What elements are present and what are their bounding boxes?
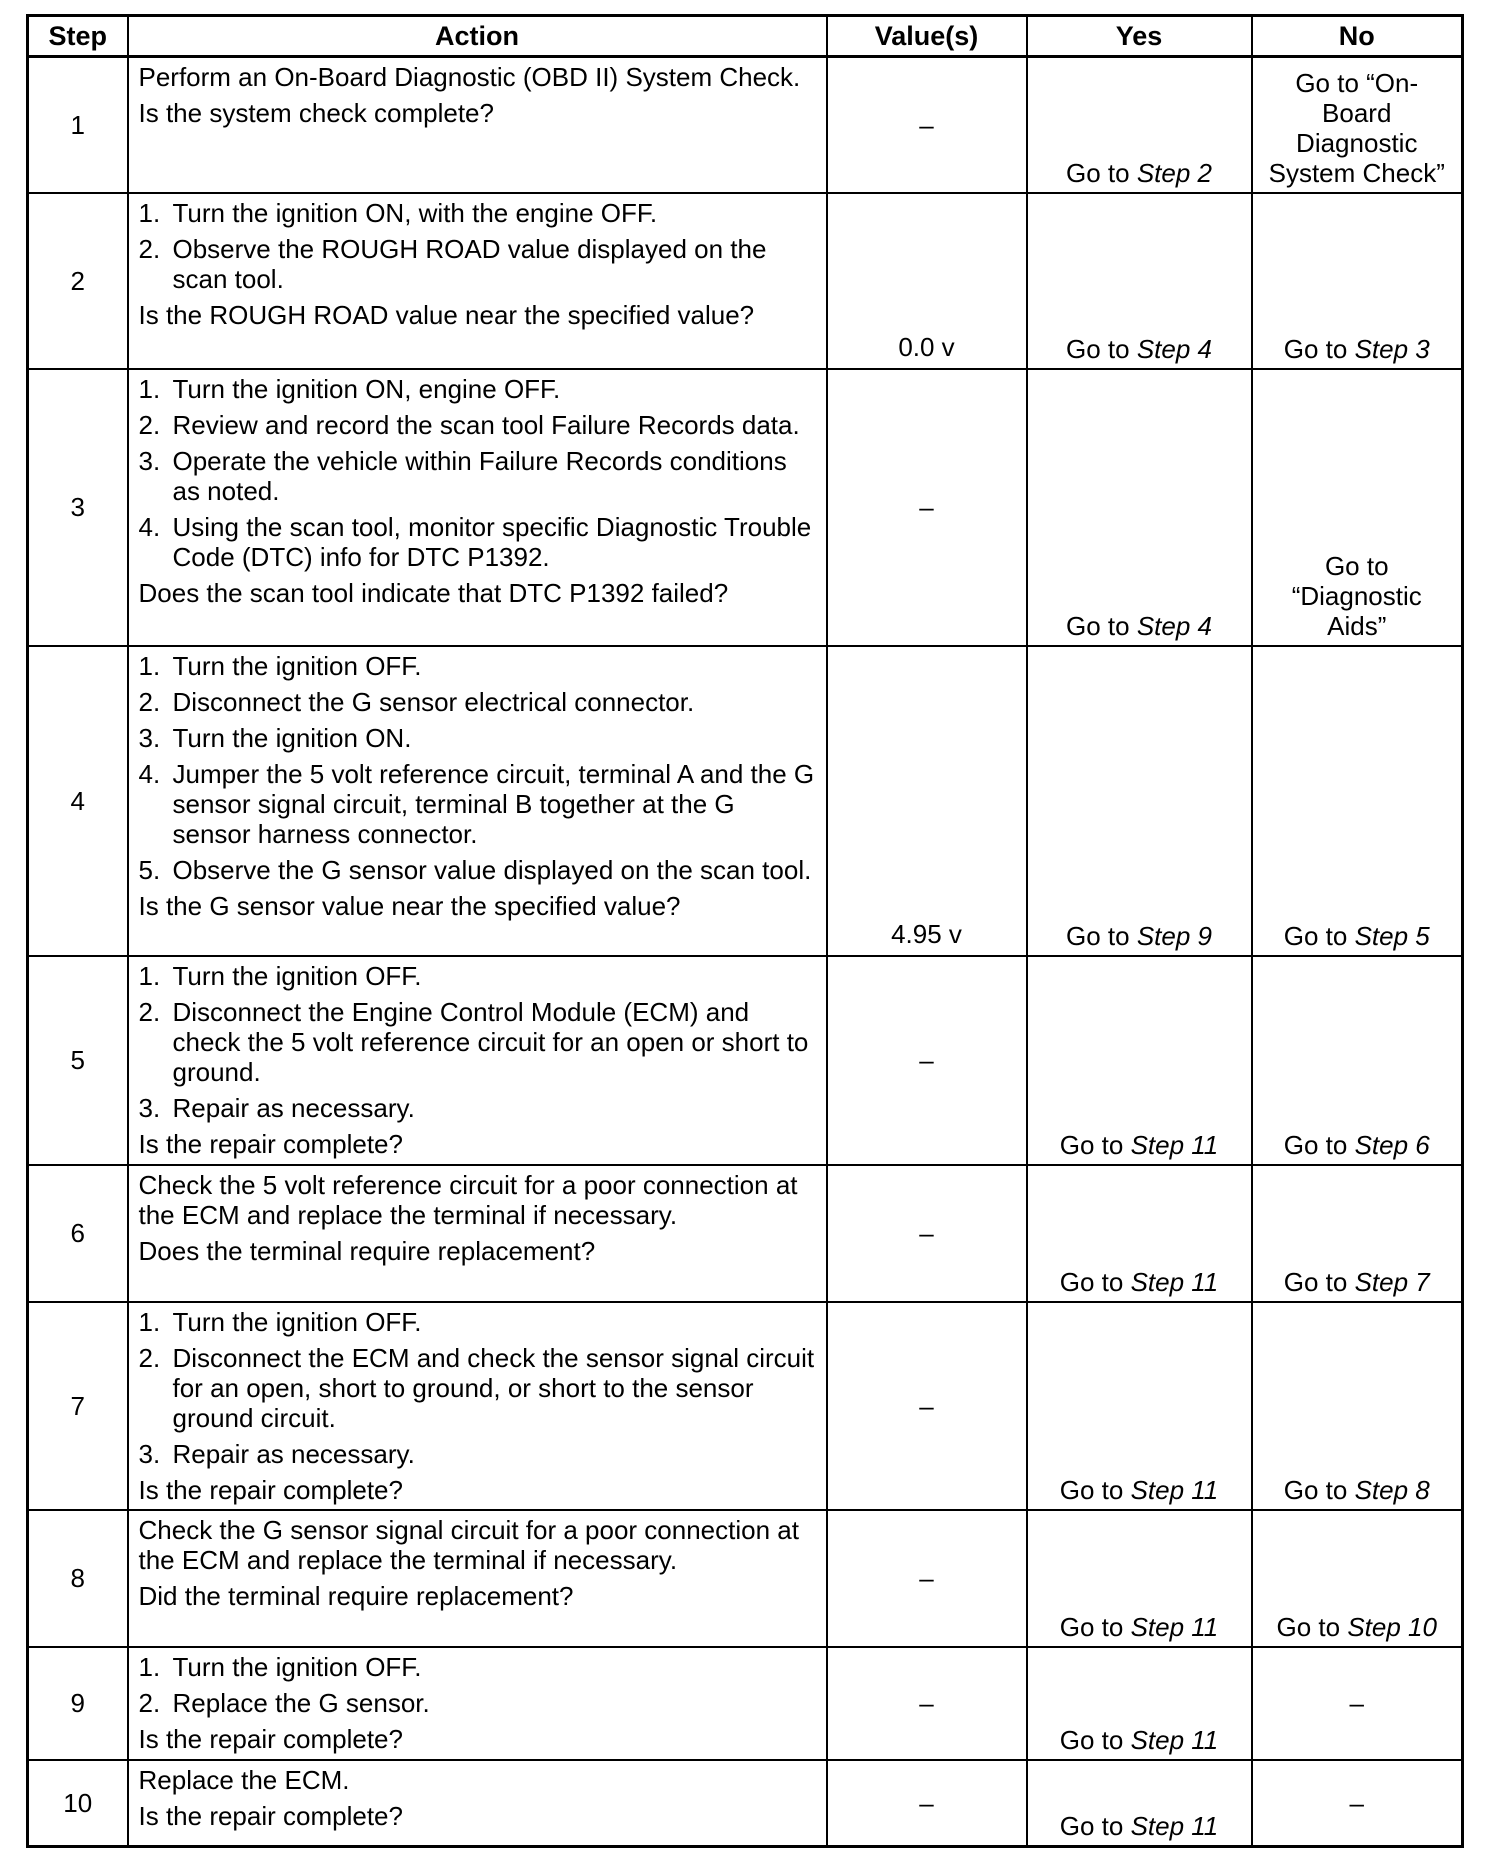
goto-step-link[interactable] (1060, 1130, 1219, 1160)
goto-step-ref: Step 8 (1354, 1474, 1430, 1505)
substep-text: Turn the ignition OFF. (172, 650, 422, 681)
step-number: 4 (28, 646, 128, 956)
substep-text: Review and record the scan tool Failure Records data. (172, 409, 800, 440)
action-question: Did the terminal require replacement? (138, 1580, 574, 1611)
no-cell (1252, 1302, 1463, 1510)
table-header-row (28, 16, 1463, 57)
substep-text: Disconnect the ECM and check the sensor signal circuit for an open, short to ground, or short to the sensor ground circuit. (172, 1342, 815, 1433)
goto-step-ref: Step 9 (1136, 920, 1212, 951)
substep-number: 2. (138, 233, 161, 264)
step-number: 6 (28, 1165, 128, 1302)
action-substep (139, 1093, 816, 1123)
substep-text: Turn the ignition ON, engine OFF. (172, 373, 561, 404)
goto-prefix: Go to (1283, 1129, 1355, 1160)
table-row (28, 1647, 1463, 1760)
substep-text: Repair as necessary. (172, 1438, 415, 1469)
table-row (28, 369, 1463, 646)
yes-cell (1027, 1302, 1252, 1510)
action-substep (139, 198, 816, 228)
no-cell (1252, 369, 1463, 646)
goto-step-ref: Step 11 (1130, 1129, 1219, 1160)
action-cell (128, 369, 827, 646)
goto-step-ref: Step 11 (1130, 1474, 1219, 1505)
substep-number: 1. (138, 1306, 161, 1337)
substep-text: Turn the ignition ON, with the engine OFF. (172, 197, 658, 228)
action-cell (128, 193, 827, 369)
action-substep (139, 446, 816, 506)
no-cell (1252, 646, 1463, 956)
goto-step-ref: Step 4 (1136, 333, 1212, 364)
table-row (28, 1165, 1463, 1302)
step-number: 7 (28, 1302, 128, 1510)
table-row (28, 1302, 1463, 1510)
goto-step-link[interactable] (1284, 1475, 1430, 1505)
substep-number: 1. (138, 197, 161, 228)
action-question: Is the repair complete? (138, 1800, 403, 1831)
goto-prefix: Go to (1283, 333, 1355, 364)
goto-section-link[interactable]: Go to “Diagnostic Aids” (1291, 550, 1422, 641)
header-yes: Yes (1027, 16, 1252, 57)
action-substep (139, 723, 816, 753)
goto-step-ref: Step 5 (1354, 920, 1430, 951)
substep-number: 2. (138, 1342, 161, 1373)
substep-number: 1. (138, 373, 161, 404)
goto-prefix: Go to (1283, 920, 1355, 951)
action-question: Is the ROUGH ROAD value near the specified value? (138, 299, 755, 330)
goto-step-link[interactable] (1066, 334, 1212, 364)
substep-number: 2. (138, 686, 161, 717)
substep-text: Turn the ignition OFF. (172, 1651, 422, 1682)
step-number: 2 (28, 193, 128, 369)
action-cell (128, 1510, 827, 1647)
table-row (28, 956, 1463, 1165)
action-substep (139, 687, 816, 717)
action-paragraph: Perform an On-Board Diagnostic (OBD II) System Check. (138, 62, 801, 92)
yes-cell (1027, 193, 1252, 369)
step-number: 8 (28, 1510, 128, 1647)
goto-prefix: Go to (1059, 1724, 1131, 1755)
goto-step-ref: Step 10 (1347, 1611, 1437, 1642)
goto-step-link[interactable] (1060, 1267, 1219, 1297)
goto-step-ref: Step 7 (1354, 1266, 1430, 1297)
no-cell (1252, 1647, 1463, 1760)
empty-outcome: – (1349, 1787, 1364, 1818)
action-question: Is the G sensor value near the specified value? (138, 890, 681, 921)
action-cell (128, 956, 827, 1165)
action-substep (139, 1439, 816, 1469)
action-substep (139, 1688, 816, 1718)
header-values: Value(s) (827, 16, 1027, 57)
goto-prefix: Go to (1066, 610, 1137, 641)
substep-text: Replace the G sensor. (172, 1687, 430, 1718)
value-cell: – (827, 956, 1027, 1165)
yes-cell (1027, 369, 1252, 646)
substep-number: 5. (138, 854, 161, 885)
goto-step-link[interactable] (1060, 1475, 1219, 1505)
substep-text: Disconnect the G sensor electrical connector. (172, 686, 695, 717)
goto-step-link[interactable] (1284, 1267, 1430, 1297)
goto-step-ref: Step 2 (1136, 157, 1212, 188)
substep-number: 1. (138, 1651, 161, 1682)
diagnostic-table-sheet (26, 14, 1461, 1841)
goto-step-ref: Step 6 (1354, 1129, 1430, 1160)
goto-prefix: Go to (1066, 333, 1137, 364)
goto-prefix: Go to (1059, 1611, 1131, 1642)
goto-prefix: Go to (1066, 920, 1137, 951)
substep-number: 2. (138, 996, 161, 1027)
header-no: No (1252, 16, 1463, 57)
value-cell: – (827, 369, 1027, 646)
table-row (28, 193, 1463, 369)
yes-cell (1027, 1510, 1252, 1647)
goto-prefix: Go to (1059, 1474, 1131, 1505)
table-row (28, 646, 1463, 956)
substep-text: Disconnect the Engine Control Module (ECM) and check the 5 volt reference circuit for an open or short to ground. (172, 996, 809, 1087)
action-substep (139, 512, 816, 572)
action-cell (128, 1302, 827, 1510)
yes-cell (1027, 1647, 1252, 1760)
yes-cell (1027, 646, 1252, 956)
action-substep (139, 234, 816, 294)
header-step: Step (28, 16, 128, 57)
action-paragraph: Check the 5 volt reference circuit for a poor connection at the ECM and replace the terminal if necessary. (138, 1169, 798, 1230)
substep-text: Turn the ignition ON. (172, 722, 412, 753)
action-substep (139, 855, 816, 885)
value-cell: – (827, 1510, 1027, 1647)
action-substep (139, 1343, 816, 1433)
action-substep (139, 759, 816, 849)
goto-step-link[interactable] (1277, 1612, 1437, 1642)
goto-prefix: Go to (1276, 1611, 1348, 1642)
empty-outcome: – (1349, 1688, 1364, 1718)
step-number: 9 (28, 1647, 128, 1760)
step-number: 3 (28, 369, 128, 646)
substep-number: 1. (138, 650, 161, 681)
goto-step-link[interactable] (1066, 158, 1212, 188)
table-row (28, 57, 1463, 193)
goto-step-link[interactable] (1066, 921, 1212, 951)
no-cell (1252, 193, 1463, 369)
goto-step-ref: Step 11 (1130, 1611, 1219, 1642)
goto-prefix: Go to (1283, 1266, 1355, 1297)
goto-step-ref: Step 11 (1130, 1724, 1219, 1755)
no-cell (1252, 1165, 1463, 1302)
action-question: Is the repair complete? (138, 1723, 403, 1754)
value-cell: – (827, 1302, 1027, 1510)
action-question: Does the scan tool indicate that DTC P1392 failed? (138, 577, 729, 608)
substep-text: Repair as necessary. (172, 1092, 415, 1123)
goto-step-link[interactable] (1066, 611, 1212, 641)
goto-prefix: Go to (1066, 157, 1137, 188)
action-substep (139, 997, 816, 1087)
substep-number: 3. (138, 445, 161, 476)
substep-text: Turn the ignition OFF. (172, 1306, 422, 1337)
goto-step-link[interactable] (1060, 1725, 1219, 1755)
goto-step-ref: Step 4 (1136, 610, 1212, 641)
action-question: Does the terminal require replacement? (138, 1235, 596, 1266)
header-action: Action (128, 16, 827, 57)
value-cell: – (827, 57, 1027, 193)
substep-text: Operate the vehicle within Failure Records conditions as noted. (172, 445, 787, 506)
no-cell (1252, 1510, 1463, 1647)
goto-step-ref: Step 11 (1130, 1811, 1219, 1841)
value-cell: 0.0 v (827, 193, 1027, 369)
substep-number: 2. (138, 1687, 161, 1718)
substep-text: Jumper the 5 volt reference circuit, terminal A and the G sensor signal circuit, terminal B together at the G sensor harness connector. (172, 758, 815, 849)
value-cell: 4.95 v (827, 646, 1027, 956)
goto-step-link[interactable] (1060, 1811, 1219, 1841)
goto-prefix: Go to (1283, 1474, 1355, 1505)
action-substep (139, 651, 816, 681)
substep-number: 3. (138, 1438, 161, 1469)
substep-number: 4. (138, 758, 161, 789)
step-number: 1 (28, 57, 128, 193)
substep-text: Turn the ignition OFF. (172, 960, 422, 991)
value-cell: – (827, 1760, 1027, 1847)
table-row (28, 1510, 1463, 1647)
goto-prefix: Go to (1059, 1811, 1131, 1841)
goto-section-link[interactable]: Go to “On-Board Diagnostic System Check” (1268, 67, 1445, 188)
goto-step-ref: Step 3 (1354, 333, 1430, 364)
action-cell (128, 1647, 827, 1760)
goto-step-link[interactable] (1284, 334, 1430, 364)
action-question: Is the repair complete? (138, 1474, 403, 1505)
substep-number: 2. (138, 409, 161, 440)
action-question: Is the system check complete? (138, 98, 494, 128)
table-row (28, 1760, 1463, 1847)
action-cell (128, 1165, 827, 1302)
step-number: 5 (28, 956, 128, 1165)
goto-prefix: Go to (1059, 1266, 1131, 1297)
no-cell (1252, 1760, 1463, 1847)
goto-step-link[interactable] (1284, 921, 1430, 951)
action-paragraph: Check the G sensor signal circuit for a poor connection at the ECM and replace the terminal if necessary. (138, 1514, 799, 1575)
substep-number: 1. (138, 960, 161, 991)
action-substep (139, 410, 816, 440)
yes-cell (1027, 57, 1252, 193)
diagnostic-table (26, 14, 1464, 1848)
action-cell (128, 57, 827, 193)
action-cell (128, 1760, 827, 1847)
substep-number: 3. (138, 722, 161, 753)
yes-cell (1027, 956, 1252, 1165)
value-cell: – (827, 1647, 1027, 1760)
no-cell (1252, 57, 1463, 193)
no-cell (1252, 956, 1463, 1165)
table-body (28, 57, 1463, 1847)
yes-cell (1027, 1165, 1252, 1302)
goto-step-ref: Step 11 (1130, 1266, 1219, 1297)
substep-number: 3. (138, 1092, 161, 1123)
goto-step-link[interactable] (1284, 1130, 1430, 1160)
substep-text: Observe the G sensor value displayed on the scan tool. (172, 854, 812, 885)
substep-number: 4. (138, 511, 161, 542)
action-substep (139, 961, 816, 991)
value-cell: – (827, 1165, 1027, 1302)
goto-step-link[interactable] (1060, 1612, 1219, 1642)
goto-prefix: Go to (1059, 1129, 1131, 1160)
action-question: Is the repair complete? (138, 1128, 403, 1159)
yes-cell (1027, 1760, 1252, 1847)
action-substep (139, 1652, 816, 1682)
substep-text: Using the scan tool, monitor specific Diagnostic Trouble Code (DTC) info for DTC P1392. (172, 511, 812, 572)
action-cell (128, 646, 827, 956)
substep-text: Observe the ROUGH ROAD value displayed on the scan tool. (172, 233, 767, 294)
step-number: 10 (28, 1760, 128, 1847)
action-substep (139, 1307, 816, 1337)
action-paragraph: Replace the ECM. (138, 1764, 350, 1795)
action-substep (139, 374, 816, 404)
